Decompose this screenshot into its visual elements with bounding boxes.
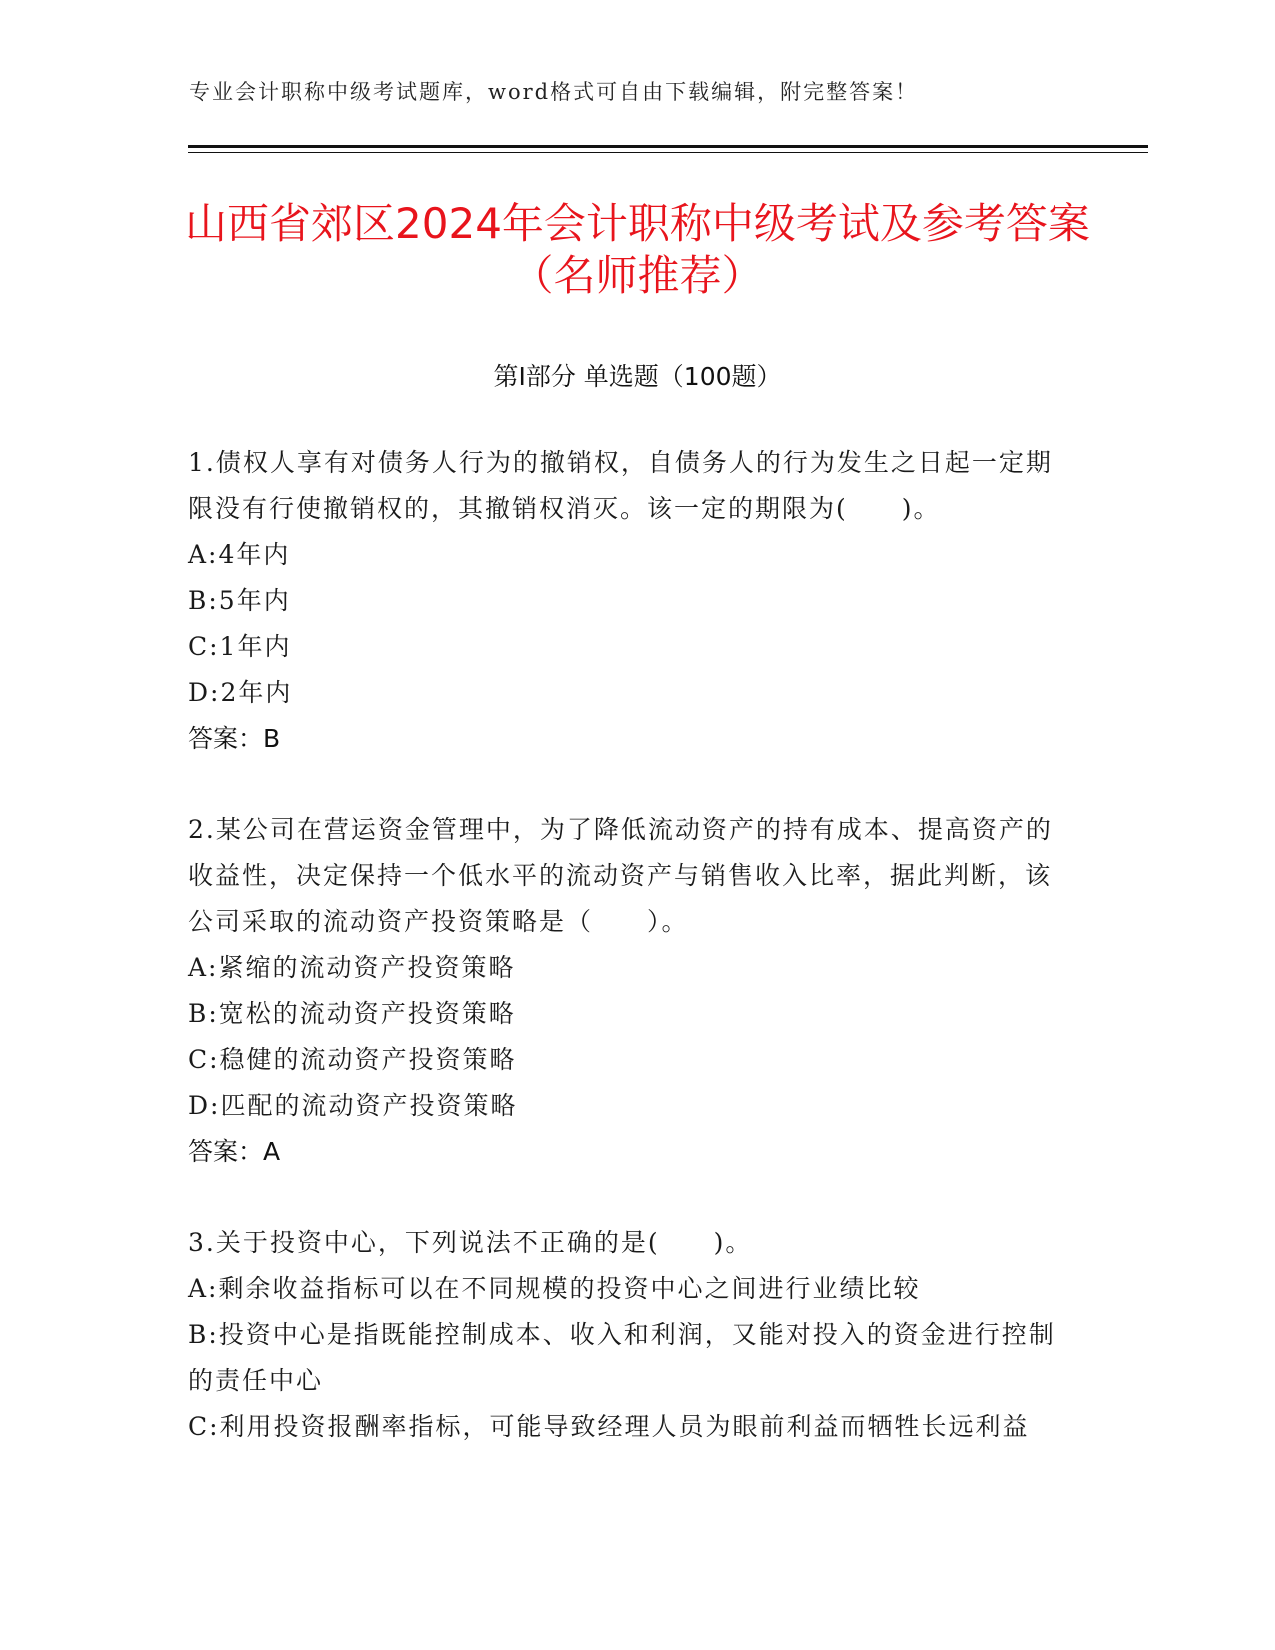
- question-stem: 3.关于投资中心，下列说法不正确的是( )。: [188, 1228, 753, 1257]
- option-a: A:剩余收益指标可以在不同规模的投资中心之间进行业绩比较: [188, 1274, 921, 1303]
- section-title: 第Ⅰ部分 单选题（100题）: [493, 362, 782, 391]
- question-3: [188, 1220, 1068, 1450]
- option-b: B:投资中心是指既能控制成本、收入和利润，又能对投入的资金进行控制的责任中心: [188, 1320, 1056, 1395]
- question-1: [188, 440, 1068, 762]
- option-c: C:稳健的流动资产投资策略: [188, 1045, 517, 1074]
- question-stem: 2.某公司在营运资金管理中，为了降低流动资产的持有成本、提高资产的收益性，决定保持一个低水平的流动资产与销售收入比率，据此判断，该公司采取的流动资产投资策略是（ ）。: [188, 815, 1053, 936]
- option-b: B:5年内: [188, 586, 291, 615]
- answer: 答案：B: [188, 724, 281, 753]
- option-d: D:2年内: [188, 678, 293, 707]
- question-list: [188, 440, 1068, 1495]
- header-note: 专业会计职称中级考试题库，word格式可自由下载编辑，附完整答案！: [189, 80, 919, 104]
- option-a: A:4年内: [188, 540, 291, 569]
- option-c: C:1年内: [188, 632, 292, 661]
- option-d: D:匹配的流动资产投资策略: [188, 1091, 518, 1120]
- option-b: B:宽松的流动资产投资策略: [188, 999, 516, 1028]
- option-a: A:紧缩的流动资产投资策略: [188, 953, 516, 982]
- document-title: 山西省郊区2024年会计职称中级考试及参考答案（名师推荐）: [185, 199, 1090, 300]
- question-2: [188, 807, 1068, 1175]
- header-rule-thin: [188, 152, 1148, 153]
- header-rule-thick: [188, 145, 1148, 148]
- answer: 答案：A: [188, 1137, 281, 1166]
- option-c: C:利用投资报酬率指标，可能导致经理人员为眼前利益而牺牲长远利益: [188, 1412, 1030, 1441]
- question-stem: 1.债权人享有对债务人行为的撤销权，自债务人的行为发生之日起一定期限没有行使撤销权的，其撤销权消灭。该一定的期限为( )。: [188, 448, 1053, 523]
